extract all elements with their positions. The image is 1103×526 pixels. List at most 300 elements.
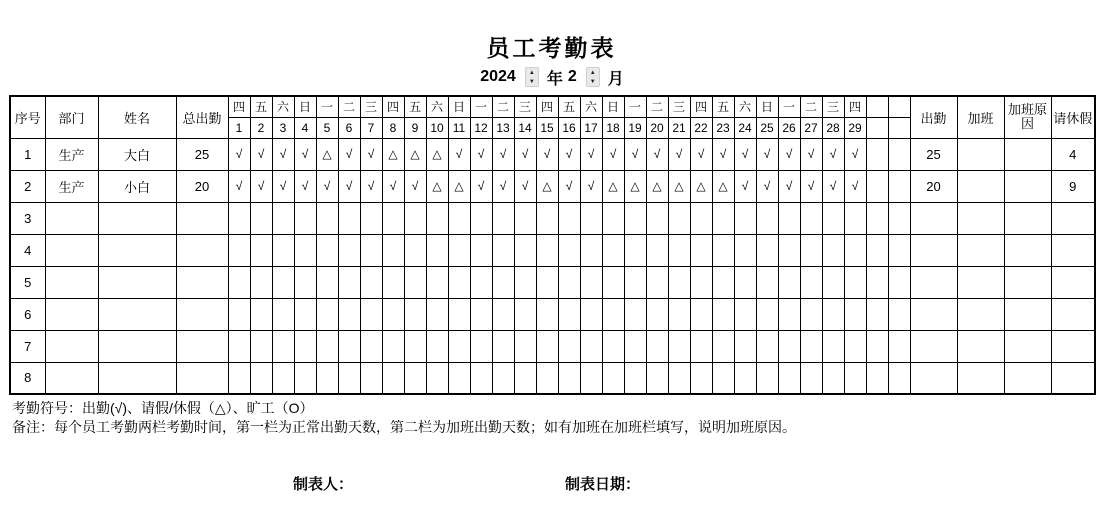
mark-cell[interactable] [426,330,448,362]
mark-cell[interactable] [778,234,800,266]
mark-cell[interactable] [338,266,360,298]
mark-cell[interactable]: √ [250,170,272,202]
mark-cell[interactable]: √ [646,138,668,170]
mark-cell[interactable] [250,362,272,394]
mark-cell[interactable]: √ [822,138,844,170]
overtime-reason-cell[interactable] [1004,266,1051,298]
mark-cell[interactable] [800,298,822,330]
leave-cell[interactable] [1051,330,1095,362]
mark-cell[interactable] [492,202,514,234]
mark-cell[interactable] [492,330,514,362]
mark-cell[interactable] [624,202,646,234]
mark-cell[interactable] [602,202,624,234]
mark-cell[interactable] [294,298,316,330]
mark-cell[interactable] [558,202,580,234]
mark-cell[interactable] [426,266,448,298]
mark-cell[interactable] [624,298,646,330]
mark-cell[interactable] [536,362,558,394]
mark-cell[interactable] [822,330,844,362]
mark-cell[interactable] [734,330,756,362]
mark-cell[interactable]: △ [646,170,668,202]
mark-cell[interactable]: △ [382,138,404,170]
overtime-cell[interactable] [957,170,1004,202]
total-cell[interactable] [176,202,228,234]
mark-cell[interactable] [382,202,404,234]
name-cell[interactable] [98,330,176,362]
mark-cell[interactable] [448,266,470,298]
mark-cell[interactable] [272,362,294,394]
mark-cell[interactable]: √ [756,138,778,170]
mark-cell[interactable]: √ [844,138,866,170]
mark-cell[interactable] [470,234,492,266]
mark-cell[interactable]: √ [690,138,712,170]
mark-cell[interactable] [536,202,558,234]
mark-cell[interactable]: √ [756,170,778,202]
mark-cell[interactable] [228,266,250,298]
mark-cell[interactable]: △ [316,138,338,170]
mark-cell[interactable] [536,330,558,362]
attend-cell[interactable] [910,298,957,330]
mark-cell[interactable] [492,362,514,394]
mark-cell[interactable]: √ [338,170,360,202]
mark-cell[interactable] [404,202,426,234]
leave-cell[interactable] [1051,202,1095,234]
leave-cell[interactable]: 4 [1051,138,1095,170]
mark-cell[interactable]: √ [316,170,338,202]
leave-cell[interactable] [1051,362,1095,394]
mark-cell[interactable] [250,298,272,330]
mark-cell[interactable] [338,330,360,362]
dept-cell[interactable]: 生产 [45,138,98,170]
mark-cell[interactable] [712,330,734,362]
overtime-reason-cell[interactable] [1004,170,1051,202]
mark-cell[interactable]: √ [492,170,514,202]
mark-cell[interactable] [250,330,272,362]
mark-cell[interactable] [514,202,536,234]
mark-cell[interactable] [756,298,778,330]
mark-cell[interactable] [888,202,910,234]
mark-cell[interactable] [470,202,492,234]
mark-cell[interactable] [470,298,492,330]
mark-cell[interactable] [866,170,888,202]
mark-cell[interactable] [646,330,668,362]
mark-cell[interactable] [580,266,602,298]
mark-cell[interactable] [272,266,294,298]
overtime-cell[interactable] [957,298,1004,330]
mark-cell[interactable] [338,202,360,234]
mark-cell[interactable] [404,266,426,298]
mark-cell[interactable]: √ [448,138,470,170]
mark-cell[interactable] [668,298,690,330]
mark-cell[interactable] [558,234,580,266]
mark-cell[interactable]: √ [536,138,558,170]
mark-cell[interactable] [536,234,558,266]
mark-cell[interactable] [448,362,470,394]
mark-cell[interactable] [668,266,690,298]
mark-cell[interactable] [492,266,514,298]
mark-cell[interactable] [822,202,844,234]
mark-cell[interactable] [602,298,624,330]
mark-cell[interactable] [888,330,910,362]
mark-cell[interactable] [624,362,646,394]
attend-cell[interactable] [910,202,957,234]
overtime-reason-cell[interactable] [1004,362,1051,394]
mark-cell[interactable] [866,362,888,394]
mark-cell[interactable] [712,298,734,330]
mark-cell[interactable]: √ [800,138,822,170]
mark-cell[interactable]: √ [668,138,690,170]
attend-cell[interactable]: 25 [910,138,957,170]
mark-cell[interactable]: √ [558,170,580,202]
mark-cell[interactable]: √ [800,170,822,202]
mark-cell[interactable]: √ [580,138,602,170]
mark-cell[interactable] [228,298,250,330]
mark-cell[interactable] [514,362,536,394]
attend-cell[interactable] [910,266,957,298]
mark-cell[interactable] [426,202,448,234]
mark-cell[interactable] [800,266,822,298]
mark-cell[interactable] [360,298,382,330]
month-value[interactable]: 2 [567,68,577,85]
mark-cell[interactable] [514,298,536,330]
mark-cell[interactable] [580,234,602,266]
name-cell[interactable] [98,362,176,394]
mark-cell[interactable] [250,202,272,234]
leave-cell[interactable] [1051,298,1095,330]
mark-cell[interactable] [668,234,690,266]
mark-cell[interactable] [316,202,338,234]
mark-cell[interactable] [360,266,382,298]
mark-cell[interactable] [778,362,800,394]
mark-cell[interactable] [844,362,866,394]
mark-cell[interactable] [272,202,294,234]
mark-cell[interactable] [360,202,382,234]
mark-cell[interactable]: √ [228,170,250,202]
mark-cell[interactable]: √ [470,170,492,202]
mark-cell[interactable] [514,234,536,266]
mark-cell[interactable] [360,234,382,266]
mark-cell[interactable] [316,234,338,266]
mark-cell[interactable] [558,362,580,394]
total-cell[interactable]: 20 [176,170,228,202]
mark-cell[interactable] [690,266,712,298]
mark-cell[interactable]: √ [624,138,646,170]
mark-cell[interactable] [800,234,822,266]
leave-cell[interactable] [1051,266,1095,298]
mark-cell[interactable] [690,362,712,394]
dept-cell[interactable] [45,330,98,362]
name-cell[interactable] [98,266,176,298]
mark-cell[interactable]: √ [712,138,734,170]
mark-cell[interactable] [712,234,734,266]
mark-cell[interactable] [602,362,624,394]
mark-cell[interactable]: √ [602,138,624,170]
mark-cell[interactable] [294,234,316,266]
mark-cell[interactable] [712,362,734,394]
mark-cell[interactable] [580,202,602,234]
mark-cell[interactable] [624,234,646,266]
mark-cell[interactable]: △ [426,138,448,170]
mark-cell[interactable]: √ [360,170,382,202]
mark-cell[interactable]: √ [382,170,404,202]
dept-cell[interactable]: 生产 [45,170,98,202]
mark-cell[interactable]: √ [228,138,250,170]
mark-cell[interactable] [448,330,470,362]
name-cell[interactable] [98,234,176,266]
month-spinner-down-icon[interactable]: ▼ [589,78,596,85]
mark-cell[interactable] [250,234,272,266]
mark-cell[interactable]: √ [580,170,602,202]
mark-cell[interactable]: △ [624,170,646,202]
mark-cell[interactable]: △ [448,170,470,202]
mark-cell[interactable] [558,266,580,298]
mark-cell[interactable] [272,298,294,330]
mark-cell[interactable] [338,234,360,266]
mark-cell[interactable] [470,362,492,394]
overtime-reason-cell[interactable] [1004,330,1051,362]
mark-cell[interactable] [228,362,250,394]
mark-cell[interactable] [404,298,426,330]
mark-cell[interactable] [646,202,668,234]
name-cell[interactable]: 大白 [98,138,176,170]
mark-cell[interactable] [316,330,338,362]
mark-cell[interactable] [492,234,514,266]
attend-cell[interactable]: 20 [910,170,957,202]
mark-cell[interactable] [514,266,536,298]
overtime-cell[interactable] [957,266,1004,298]
mark-cell[interactable]: √ [734,170,756,202]
total-cell[interactable] [176,266,228,298]
mark-cell[interactable] [778,202,800,234]
mark-cell[interactable] [624,266,646,298]
mark-cell[interactable] [888,298,910,330]
mark-cell[interactable] [360,330,382,362]
mark-cell[interactable] [844,266,866,298]
mark-cell[interactable]: △ [426,170,448,202]
year-value[interactable]: 2024 [480,68,516,85]
mark-cell[interactable] [800,330,822,362]
mark-cell[interactable]: √ [514,170,536,202]
mark-cell[interactable] [404,330,426,362]
mark-cell[interactable] [448,234,470,266]
mark-cell[interactable] [866,330,888,362]
mark-cell[interactable] [294,266,316,298]
mark-cell[interactable] [778,266,800,298]
mark-cell[interactable] [448,202,470,234]
leave-cell[interactable]: 9 [1051,170,1095,202]
attend-cell[interactable] [910,234,957,266]
overtime-cell[interactable] [957,138,1004,170]
total-cell[interactable] [176,362,228,394]
mark-cell[interactable] [734,266,756,298]
overtime-cell[interactable] [957,330,1004,362]
mark-cell[interactable] [822,234,844,266]
mark-cell[interactable] [822,266,844,298]
mark-cell[interactable] [668,362,690,394]
mark-cell[interactable] [646,266,668,298]
year-spinner-down-icon[interactable]: ▼ [528,78,535,85]
mark-cell[interactable] [866,138,888,170]
mark-cell[interactable] [404,234,426,266]
mark-cell[interactable]: △ [404,138,426,170]
overtime-reason-cell[interactable] [1004,138,1051,170]
mark-cell[interactable] [580,298,602,330]
dept-cell[interactable] [45,234,98,266]
mark-cell[interactable] [800,202,822,234]
mark-cell[interactable] [690,298,712,330]
year-spinner-up-icon[interactable]: ▲ [528,69,535,76]
mark-cell[interactable]: √ [844,170,866,202]
mark-cell[interactable] [888,138,910,170]
mark-cell[interactable] [712,202,734,234]
mark-cell[interactable] [492,298,514,330]
mark-cell[interactable] [646,234,668,266]
mark-cell[interactable]: √ [404,170,426,202]
mark-cell[interactable] [470,330,492,362]
dept-cell[interactable] [45,266,98,298]
mark-cell[interactable] [272,330,294,362]
mark-cell[interactable] [448,298,470,330]
mark-cell[interactable]: △ [712,170,734,202]
mark-cell[interactable] [690,330,712,362]
mark-cell[interactable] [602,266,624,298]
mark-cell[interactable] [866,266,888,298]
mark-cell[interactable] [470,266,492,298]
mark-cell[interactable]: √ [294,138,316,170]
mark-cell[interactable] [800,362,822,394]
mark-cell[interactable] [338,362,360,394]
total-cell[interactable] [176,234,228,266]
mark-cell[interactable] [646,298,668,330]
mark-cell[interactable] [514,330,536,362]
mark-cell[interactable]: √ [272,138,294,170]
total-cell[interactable] [176,298,228,330]
mark-cell[interactable] [250,266,272,298]
mark-cell[interactable]: √ [778,170,800,202]
total-cell[interactable] [176,330,228,362]
mark-cell[interactable] [866,234,888,266]
mark-cell[interactable] [844,330,866,362]
mark-cell[interactable] [844,202,866,234]
mark-cell[interactable] [734,202,756,234]
mark-cell[interactable] [756,330,778,362]
mark-cell[interactable] [294,202,316,234]
mark-cell[interactable] [404,362,426,394]
mark-cell[interactable] [888,362,910,394]
name-cell[interactable] [98,202,176,234]
mark-cell[interactable]: △ [690,170,712,202]
mark-cell[interactable] [558,298,580,330]
mark-cell[interactable] [602,330,624,362]
mark-cell[interactable] [382,234,404,266]
mark-cell[interactable] [866,298,888,330]
overtime-reason-cell[interactable] [1004,234,1051,266]
mark-cell[interactable] [734,234,756,266]
mark-cell[interactable] [316,362,338,394]
mark-cell[interactable] [756,234,778,266]
mark-cell[interactable]: √ [492,138,514,170]
mark-cell[interactable] [624,330,646,362]
mark-cell[interactable] [360,362,382,394]
mark-cell[interactable] [888,266,910,298]
mark-cell[interactable] [426,234,448,266]
mark-cell[interactable] [382,298,404,330]
mark-cell[interactable] [382,330,404,362]
mark-cell[interactable] [316,298,338,330]
mark-cell[interactable]: △ [536,170,558,202]
mark-cell[interactable] [822,362,844,394]
mark-cell[interactable]: △ [602,170,624,202]
mark-cell[interactable] [734,298,756,330]
mark-cell[interactable] [668,202,690,234]
mark-cell[interactable]: √ [294,170,316,202]
mark-cell[interactable] [734,362,756,394]
mark-cell[interactable]: √ [470,138,492,170]
mark-cell[interactable]: √ [272,170,294,202]
overtime-cell[interactable] [957,362,1004,394]
mark-cell[interactable]: √ [360,138,382,170]
mark-cell[interactable] [712,266,734,298]
mark-cell[interactable] [756,266,778,298]
mark-cell[interactable] [822,298,844,330]
overtime-cell[interactable] [957,202,1004,234]
mark-cell[interactable]: √ [250,138,272,170]
mark-cell[interactable] [844,298,866,330]
leave-cell[interactable] [1051,234,1095,266]
mark-cell[interactable] [866,202,888,234]
mark-cell[interactable] [668,330,690,362]
attend-cell[interactable] [910,330,957,362]
name-cell[interactable]: 小白 [98,170,176,202]
total-cell[interactable]: 25 [176,138,228,170]
mark-cell[interactable] [690,234,712,266]
mark-cell[interactable] [426,362,448,394]
mark-cell[interactable] [646,362,668,394]
mark-cell[interactable]: √ [778,138,800,170]
mark-cell[interactable] [844,234,866,266]
mark-cell[interactable] [382,266,404,298]
mark-cell[interactable] [426,298,448,330]
mark-cell[interactable] [778,298,800,330]
attend-cell[interactable] [910,362,957,394]
mark-cell[interactable] [316,266,338,298]
mark-cell[interactable] [536,266,558,298]
name-cell[interactable] [98,298,176,330]
mark-cell[interactable] [536,298,558,330]
mark-cell[interactable] [888,170,910,202]
mark-cell[interactable] [580,362,602,394]
mark-cell[interactable]: △ [668,170,690,202]
dept-cell[interactable] [45,362,98,394]
mark-cell[interactable] [228,234,250,266]
overtime-reason-cell[interactable] [1004,202,1051,234]
mark-cell[interactable] [338,298,360,330]
mark-cell[interactable] [294,362,316,394]
mark-cell[interactable]: √ [822,170,844,202]
mark-cell[interactable] [228,202,250,234]
mark-cell[interactable] [228,330,250,362]
mark-cell[interactable]: √ [734,138,756,170]
month-spinner-up-icon[interactable]: ▲ [589,69,596,76]
mark-cell[interactable] [778,330,800,362]
dept-cell[interactable] [45,202,98,234]
mark-cell[interactable] [272,234,294,266]
mark-cell[interactable]: √ [514,138,536,170]
overtime-reason-cell[interactable] [1004,298,1051,330]
mark-cell[interactable] [580,330,602,362]
mark-cell[interactable] [756,362,778,394]
mark-cell[interactable] [558,330,580,362]
